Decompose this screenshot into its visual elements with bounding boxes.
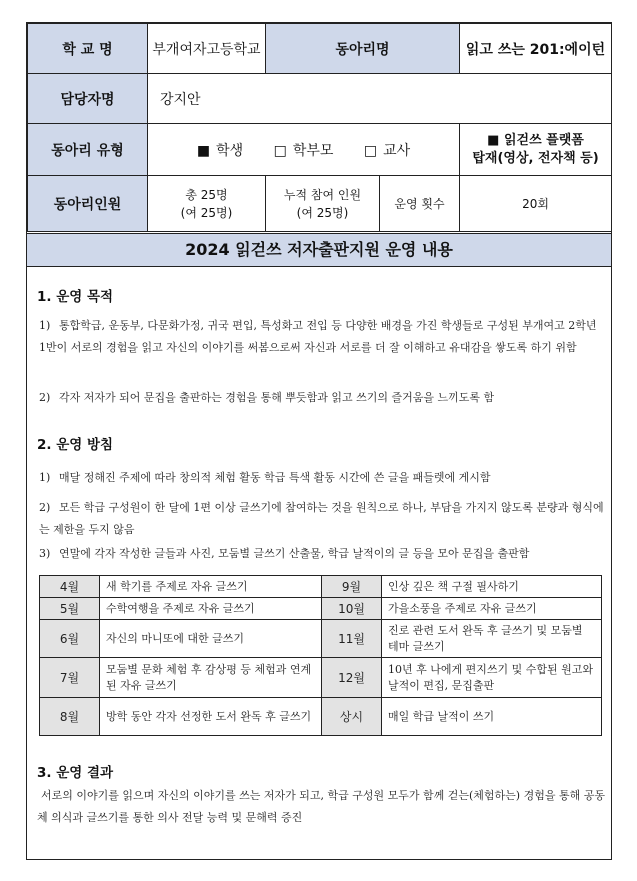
content-banner: 2024 읽걷쓰 저자출판지원 운영 내용 <box>27 233 611 267</box>
section-purpose-title: 1. 운영 목적 <box>37 289 114 305</box>
activity-cell: 진로 관련 도서 완독 후 글쓰기 및 모둠별 테마 글쓰기 <box>382 620 602 658</box>
purpose-item: 2) 각자 저자가 되어 문집을 출판하는 경험을 통해 뿌듯함과 읽고 쓰기의 즐거움을 느끼도록 함 <box>39 391 495 404</box>
activity-cell: 10년 후 나에게 편지쓰기 및 수합된 원고와 날적이 편집, 문집출판 <box>382 658 602 698</box>
table-row <box>40 658 602 698</box>
section-policy-title: 2. 운영 방침 <box>37 437 114 453</box>
activity-cell: 가을소풍을 주제로 자유 글쓰기 <box>382 598 602 620</box>
members-label: 동아리인원 <box>28 176 148 232</box>
result-text: 서로의 이야기를 읽으며 자신의 이야기를 쓰는 저자가 되고, 학급 구성원 모두가 함께 걷는(체험하는) 경험을 통해 공동체 의식과 글쓰기를 통한 의사 전달 능력 및 문해력 증진 <box>37 789 605 824</box>
month-cell: 4월 <box>40 576 100 598</box>
table-row <box>40 620 602 658</box>
table-row <box>40 598 602 620</box>
month-cell: 12월 <box>322 658 382 698</box>
month-cell: 9월 <box>322 576 382 598</box>
type-option-teacher: □ 교사 <box>363 142 411 159</box>
activity-cell: 매일 학급 날적이 쓰기 <box>382 698 602 736</box>
activity-cell: 인상 깊은 책 구절 필사하기 <box>382 576 602 598</box>
club-name-value: 읽고 쓰는 201:에이턴 <box>460 24 612 74</box>
school-value: 부개여자고등학교 <box>148 24 266 74</box>
document-frame <box>26 22 612 860</box>
policy-item: 3) 연말에 각자 작성한 글들과 사진, 모둠별 글쓰기 산출물, 학급 날적이의 글 등을 모아 문집을 출판함 <box>39 547 530 560</box>
club-name-label: 동아리명 <box>266 24 460 74</box>
activity-cell: 새 학기를 주제로 자유 글쓰기 <box>100 576 322 598</box>
type-option-student: ■ 학생 <box>196 142 244 159</box>
activity-cell: 수학여행을 주제로 자유 글쓰기 <box>100 598 322 620</box>
club-type-label: 동아리 유형 <box>28 124 148 176</box>
month-cell: 11월 <box>322 620 382 658</box>
club-type-options <box>148 124 460 176</box>
purpose-item: 1) 통합학급, 운동부, 다문화가정, 귀국 편입, 특성화고 전입 등 다양한 배경을 가진 학생들로 구성된 부개여고 2학년 1반이 서로의 경험을 읽고 자신의 이야기를 써봄으로써 자신과 서로를 더 잘 이해하고 유대감을 쌓도록 하기 위함 <box>39 319 597 354</box>
section-result-title: 3. 운영 결과 <box>37 765 114 781</box>
month-cell: 6월 <box>40 620 100 658</box>
checked-box-icon: ■ <box>196 142 211 159</box>
month-cell: 8월 <box>40 698 100 736</box>
month-cell: 5월 <box>40 598 100 620</box>
manager-label: 담당자명 <box>28 74 148 124</box>
operation-count-value: 20회 <box>460 176 612 232</box>
manager-value: 강지안 <box>148 74 612 124</box>
activity-cell: 자신의 마니또에 대한 글쓰기 <box>100 620 322 658</box>
month-cell: 상시 <box>322 698 382 736</box>
activity-cell: 방학 동안 각자 선정한 도서 완독 후 글쓰기 <box>100 698 322 736</box>
unchecked-box-icon: □ <box>273 142 287 159</box>
activity-cell: 모둠별 문화 체험 후 감상평 등 체험과 연계된 자유 글쓰기 <box>100 658 322 698</box>
unchecked-box-icon: □ <box>363 142 378 159</box>
club-info-table <box>27 23 612 232</box>
operation-count-label: 운영 횟수 <box>380 176 460 232</box>
month-cell: 10월 <box>322 598 382 620</box>
month-cell: 7월 <box>40 658 100 698</box>
policy-item: 1) 매달 정해진 주제에 따라 창의적 체험 활동 학급 특색 활동 시간에 쓴 글을 패들렛에 게시함 <box>39 471 491 484</box>
type-option-parent: □ 학부모 <box>273 142 334 159</box>
monthly-plan-table <box>39 575 602 736</box>
total-members: 총 25명 (여 25명) <box>148 176 266 232</box>
table-row <box>40 576 602 598</box>
policy-item: 2) 모든 학급 구성원이 한 달에 1편 이상 글쓰기에 참여하는 것을 원칙으로 하나, 부담을 가지지 않도록 분량과 형식에는 제한을 두지 않음 <box>39 501 604 536</box>
school-label: 학 교 명 <box>28 24 148 74</box>
table-row <box>40 698 602 736</box>
cumulative-members: 누적 참여 인원 (여 25명) <box>266 176 380 232</box>
platform-option: ■ 읽걷쓰 플랫폼 탑재(영상, 전자책 등) <box>460 124 612 176</box>
